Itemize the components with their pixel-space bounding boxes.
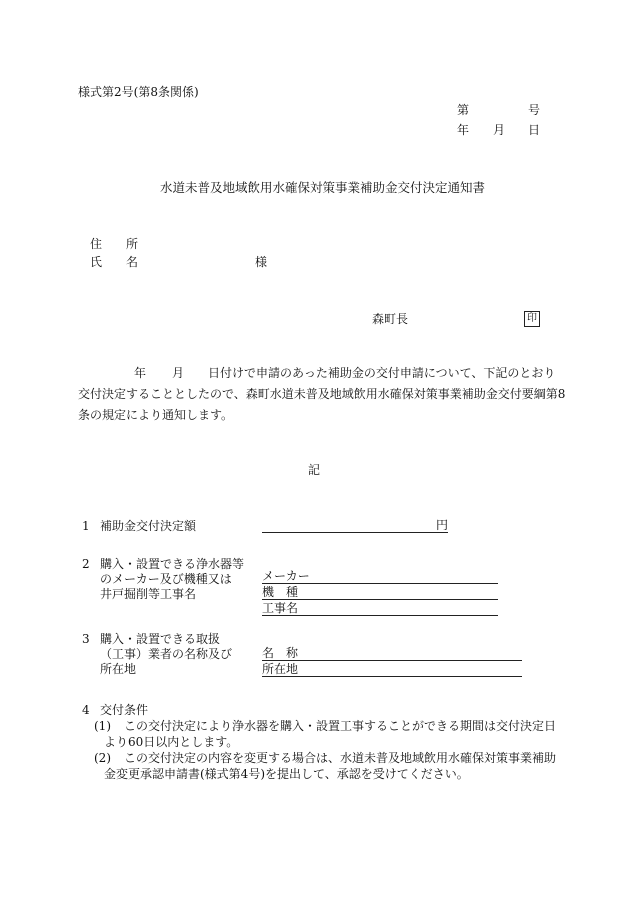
date-year: 年 [457, 123, 470, 137]
number-suffix: 号 [528, 103, 541, 117]
condition1-line-2: より60日以内とします。 [104, 735, 239, 749]
item4-number: 4 [82, 703, 90, 717]
item2-model-field: 機 種 [262, 585, 498, 600]
form-number: 様式第2号(第8条関係) [78, 85, 199, 99]
document-title: 水道未普及地域飲用水確保対策事業補助金交付決定通知書 [160, 180, 486, 195]
item2-number: 2 [82, 557, 90, 571]
number-prefix: 第 [457, 103, 470, 117]
ki-heading: 記 [308, 463, 321, 477]
item1-number: 1 [82, 519, 90, 533]
body-text-line-2: 交付決定することとしたので、森町水道未普及地域飲用水確保対策事業補助金交付要綱第8 [78, 387, 566, 401]
item2-label-line-1: 購入・設置できる浄水器等 [100, 557, 245, 571]
item2-label-line-2: のメーカー及び機種又は [100, 572, 232, 586]
address-label: 住 所 [90, 237, 139, 251]
honorific: 様 [255, 255, 268, 269]
condition1-number: (1) [94, 719, 111, 733]
item1-label: 補助金交付決定額 [100, 519, 197, 533]
condition2-line-2: 金変更承認申請書(様式第4号)を提出して、承認を受けてください。 [104, 767, 469, 781]
item3-number: 3 [82, 632, 90, 646]
condition2-number: (2) [94, 751, 111, 765]
item1-amount-field [262, 518, 448, 533]
body-year: 年 [134, 366, 147, 380]
item3-label-line-2: （工事）業者の名称及び [100, 647, 233, 661]
date-month: 月 [493, 123, 506, 137]
condition1-line-1: この交付決定により浄水器を購入・設置工事することができる期間は交付決定日 [124, 719, 557, 733]
body-month: 月 [172, 366, 185, 380]
item2-maker-field: メーカー [262, 569, 498, 584]
body-text-line-1: 日付けで申請のあった補助金の交付申請について、下記のとおり [208, 366, 556, 380]
item4-label: 交付条件 [100, 703, 149, 717]
seal-mark: 印 [524, 311, 540, 327]
condition2-line-1: この交付決定の内容を変更する場合は、水道未普及地域飲用水確保対策事業補助 [124, 751, 557, 765]
body-text-line-3: 条の規定により通知します。 [78, 408, 234, 422]
item3-label-line-1: 購入・設置できる取扱 [100, 632, 221, 646]
item3-label-line-3: 所在地 [100, 662, 137, 676]
name-label: 氏 名 [90, 255, 139, 269]
issuer-name: 森町長 [372, 312, 409, 326]
date-day: 日 [528, 123, 541, 137]
item3-address-field: 所在地 [262, 662, 522, 677]
item2-label-line-3: 井戸掘削等工事名 [100, 587, 197, 601]
item1-unit: 円 [435, 518, 448, 532]
item2-work-field: 工事名 [262, 601, 498, 616]
item3-name-field: 名 称 [262, 646, 522, 661]
